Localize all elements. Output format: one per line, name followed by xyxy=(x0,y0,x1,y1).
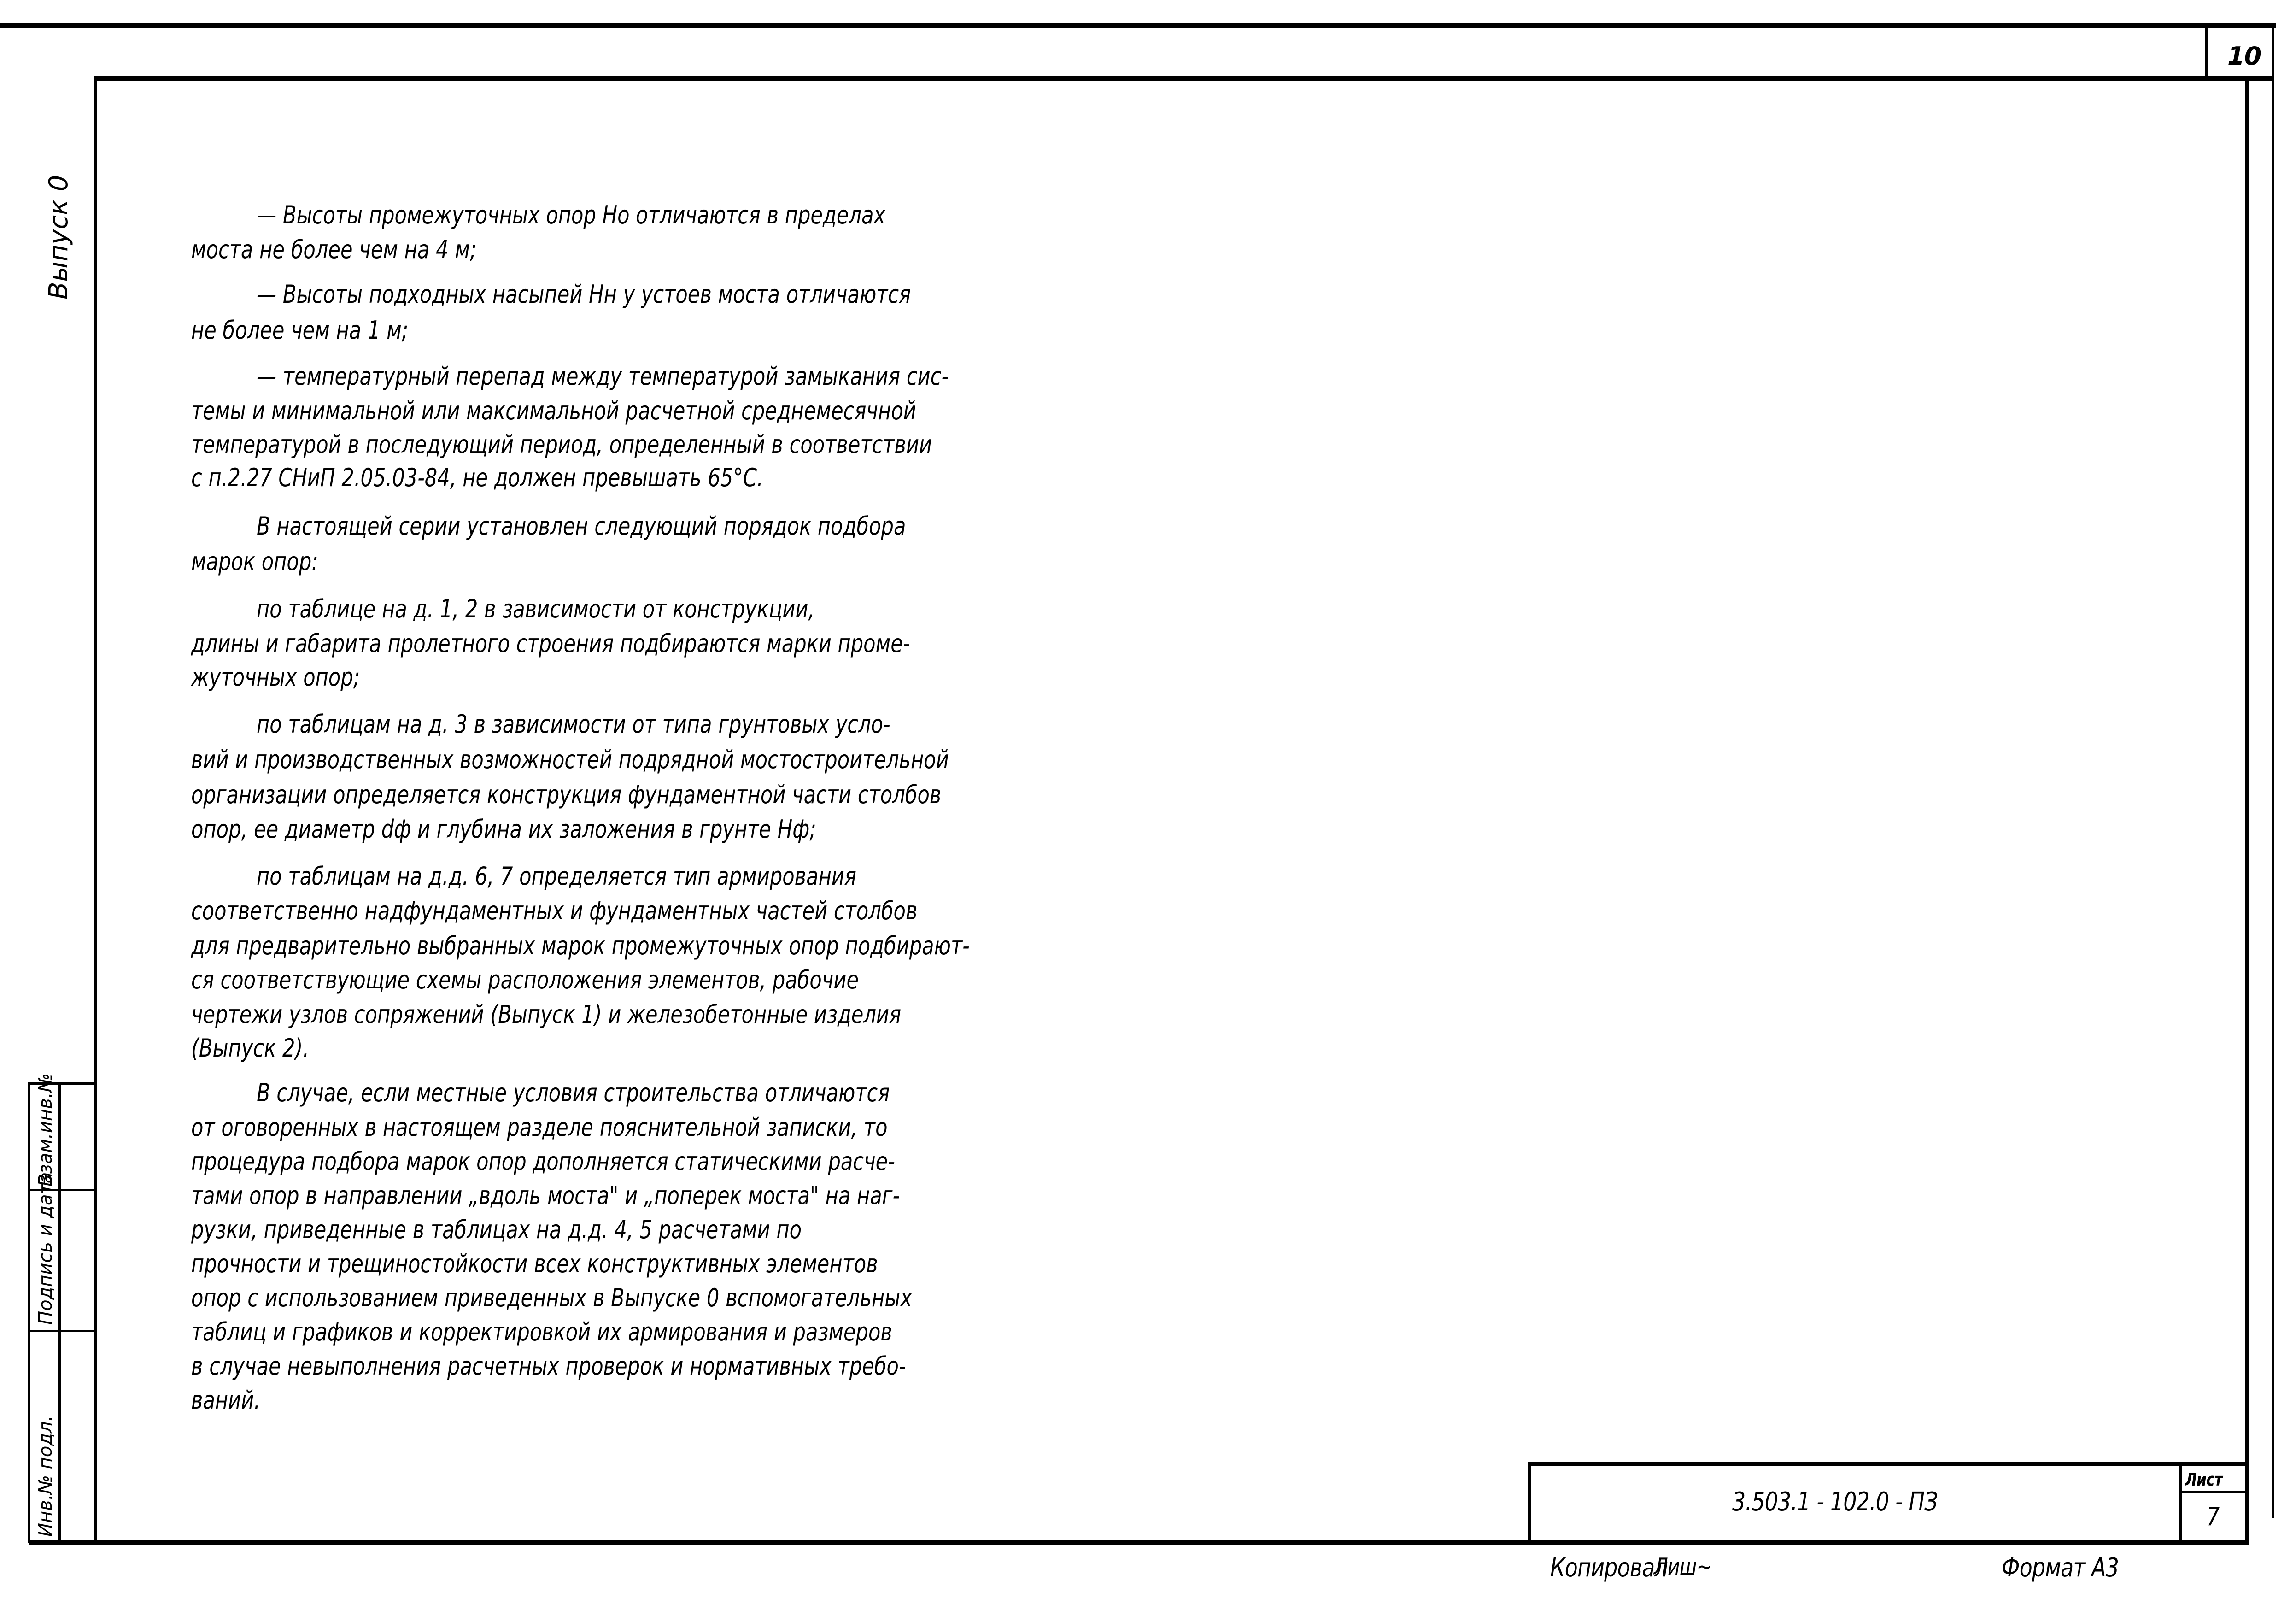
text-line: не более чем на 1 м; xyxy=(191,316,409,345)
text-line: по таблицам на д.д. 6, 7 определяется тип армирования xyxy=(257,862,856,891)
page-number-box-right xyxy=(2272,25,2274,1518)
text-line: температурой в последующий период, определенный в соответствии xyxy=(191,430,932,459)
stamp-label-signature-date: Подпись и дата xyxy=(35,1172,56,1325)
frame-top-border xyxy=(94,76,2274,81)
title-block-top xyxy=(1529,1462,2247,1466)
text-line: — Высоты промежуточных опор Но отличаются в пределах xyxy=(257,200,886,229)
text-line: от оговоренных в настоящем разделе пояснительной записки, то xyxy=(191,1113,888,1142)
page-number-box-left xyxy=(2205,25,2208,81)
stamp-label-original-inv: Инв.№ подл. xyxy=(35,1415,56,1537)
text-line: — температурный перепад между температурой замыкания сис- xyxy=(257,362,949,391)
text-line: таблиц и графиков и корректировкой их армирования и размеров xyxy=(191,1317,892,1346)
frame-right-border xyxy=(2245,81,2249,1543)
stamp-value-original-inv xyxy=(61,1332,93,1539)
sheet-format: Формат А3 xyxy=(2002,1553,2119,1583)
stamp-value-signature-date xyxy=(61,1191,93,1329)
text-line: организации определяется конструкция фундаментной части столбов xyxy=(191,780,942,809)
text-line: В случае, если местные условия строительства отличаются xyxy=(257,1078,890,1107)
frame-bottom-border xyxy=(29,1540,2249,1545)
stamp-value-replacement-inv xyxy=(61,1085,93,1189)
issue-side-label: Выпуск 0 xyxy=(44,175,74,300)
title-block-sheet-divider xyxy=(2181,1491,2248,1493)
text-line: темы и минимальной или максимальной расчетной среднемесячной xyxy=(191,396,916,425)
stamp-outer-left xyxy=(28,1082,30,1543)
text-line: чертежи узлов сопряжений (Выпуск 1) и железобетонные изделия xyxy=(191,1000,902,1029)
outer-top-border xyxy=(0,23,2276,28)
text-line: для предварительно выбранных марок промежуточных опор подбирают- xyxy=(191,931,970,960)
text-line: жуточных опор; xyxy=(191,663,360,692)
text-line: моста не более чем на 4 м; xyxy=(191,235,477,264)
text-line: в случае невыполнения расчетных проверок и нормативных требо- xyxy=(191,1351,906,1381)
text-line: тами опор в направлении „вдоль моста" и „поперек моста" на наг- xyxy=(191,1181,900,1210)
stamp-label-replacement-inv: Взам.инв.№ xyxy=(35,1073,56,1187)
text-line: ся соответствующие схемы расположения элементов, рабочие xyxy=(191,965,859,994)
text-line: (Выпуск 2). xyxy=(191,1034,310,1063)
document-designation: 3.503.1 - 102.0 - ПЗ xyxy=(1732,1487,1938,1517)
text-line: опор, ее диаметр dф и глубина их заложения в грунте Нф; xyxy=(191,815,816,844)
text-line: вий и производственных возможностей подрядной мостостроительной xyxy=(191,745,949,774)
text-line: ваний. xyxy=(191,1386,261,1415)
text-line: — Высоты подходных насыпей Нн у устоев моста отличаются xyxy=(257,280,911,309)
page-number-top: 10 xyxy=(2227,41,2261,71)
text-line: процедура подбора марок опор дополняется статическими расче- xyxy=(191,1147,895,1176)
text-line: с п.2.27 СНиП 2.05.03-84, не должен превышать 65°С. xyxy=(191,463,763,492)
title-block-left xyxy=(1528,1462,1531,1542)
text-line: рузки, приведенные в таблицах на д.д. 4, 5 расчетами по xyxy=(191,1215,802,1244)
text-line: соответственно надфундаментных и фундаментных частей столбов xyxy=(191,896,918,925)
title-block-sheet-col-left xyxy=(2179,1464,2182,1542)
text-line: по таблице на д. 1, 2 в зависимости от конструкции, xyxy=(257,594,815,623)
sheet-number: 7 xyxy=(2207,1502,2220,1531)
text-line: марок опор: xyxy=(191,547,318,576)
frame-left-border xyxy=(94,76,97,1543)
text-line: по таблицам на д. 3 в зависимости от типа грунтовых усло- xyxy=(257,710,890,739)
text-line: длины и габарита пролетного строения подбираются марки проме- xyxy=(191,629,910,658)
text-line: прочности и трещиностойкости всех конструктивных элементов xyxy=(191,1249,878,1278)
sheet-label: Лист xyxy=(2185,1469,2222,1490)
copied-by-label: Копировал xyxy=(1550,1553,1668,1583)
copied-by-signature: Лиш~ xyxy=(1654,1553,1712,1580)
text-line: опор с использованием приведенных в Выпуске 0 вспомогательных xyxy=(191,1283,912,1312)
text-line: В настоящей серии установлен следующий порядок подбора xyxy=(257,511,906,541)
